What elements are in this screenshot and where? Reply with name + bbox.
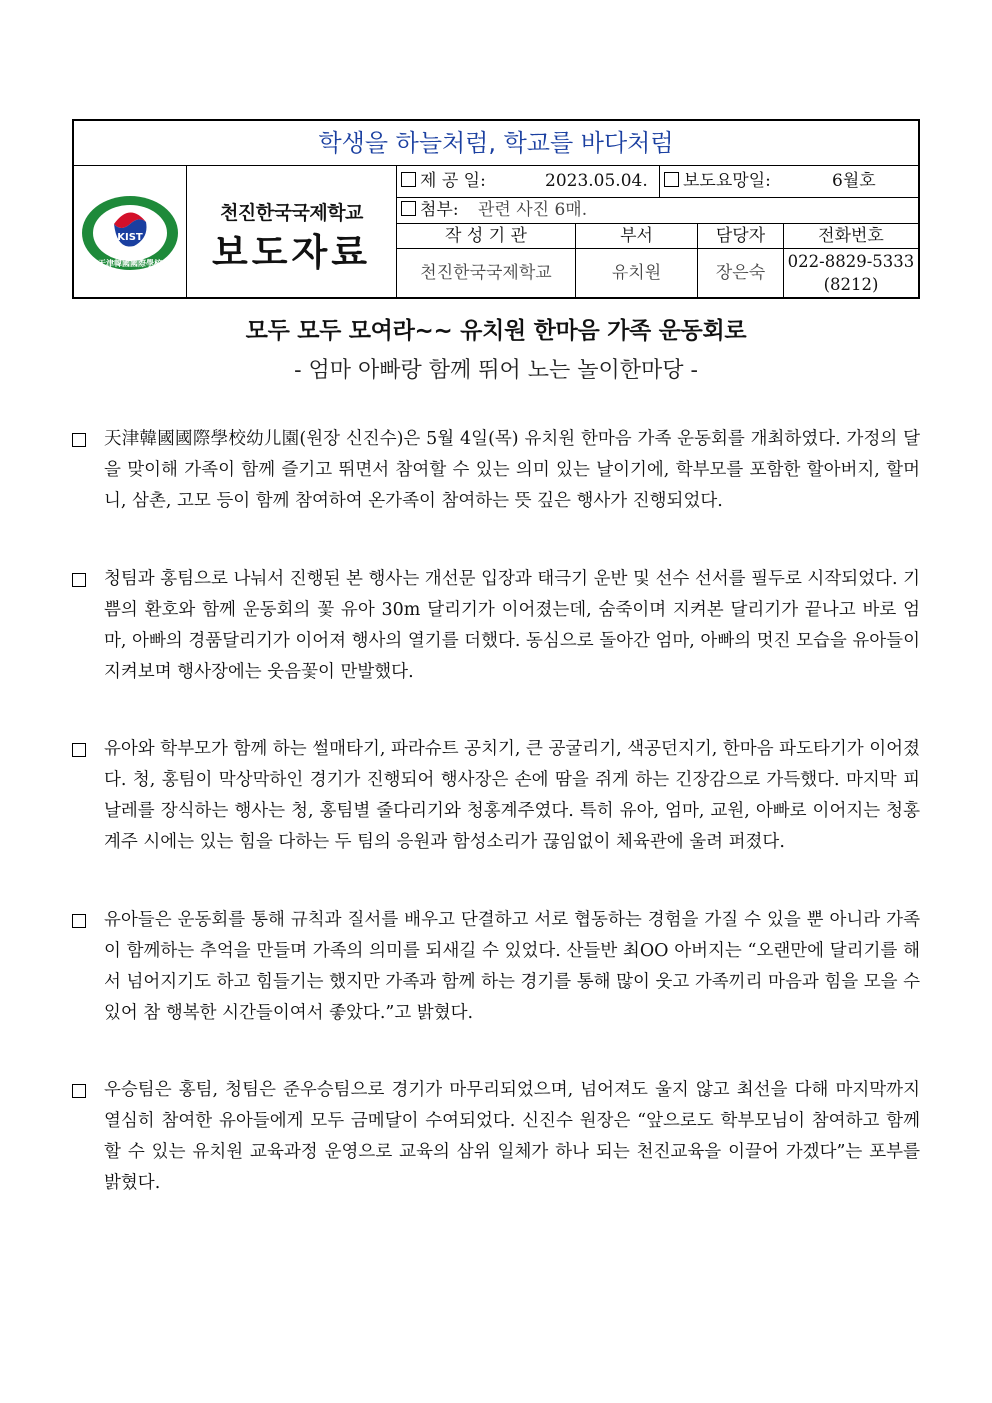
brand-block xyxy=(187,166,397,299)
doc-type-title: 보도자료 xyxy=(212,231,371,274)
attach-cell: 첨부: 관련 사진 6매. xyxy=(397,198,918,223)
school-slogan: 학생을 하늘처럼, 학교를 바다처럼 xyxy=(74,121,918,166)
school-logo xyxy=(74,166,187,299)
issue-date-cell: 제 공 일: 2023.05.04. xyxy=(397,166,659,197)
press-header xyxy=(72,119,920,299)
col-header-contact: 담당자 xyxy=(697,224,783,248)
col-header-phone: 전화번호 xyxy=(783,224,918,248)
attach-value: 관련 사진 6매. xyxy=(477,200,588,220)
article-title: 모두 모두 모여라~~ 유치원 한마음 가족 운동회로 xyxy=(245,318,747,344)
paragraph: 우승팀은 홍팀, 청팀은 준우승팀으로 경기가 마무리되었으며, 넘어져도 울지 않고 최선을 다해 마지막까지 열심히 참여한 유아들에게 모두 금메달이 수여되었다. 신진수 원장은 “앞으로도 학부모님이 참여하고 함께 할 수 있는 유치원 교육과정 운영으로 교육의 삼위 일체가 하나 되는 천진교육을 이끌어 가겠다”는 포부를 밝혔다. xyxy=(72,1075,920,1199)
attach-row xyxy=(397,198,918,224)
phone-extension: (8212) xyxy=(823,275,879,294)
bullet-box-icon xyxy=(72,743,86,757)
checkbox-icon xyxy=(401,201,416,216)
dept-value: 유치원 xyxy=(575,249,697,297)
table-header-row xyxy=(397,224,918,249)
phone-value xyxy=(783,249,918,297)
col-header-dept: 부서 xyxy=(575,224,697,248)
article-subtitle: - 엄마 아빠랑 함께 뛰어 노는 놀이한마당 - xyxy=(294,358,698,383)
paragraph: 유아와 학부모가 함께 하는 썰매타기, 파라슈트 공치기, 큰 공굴리기, 색공던지기, 한마음 파도타기가 이어졌다. 청, 홍팀이 막상막하인 경기가 진행되어 행사장은 손에 땀을 쥐게 하는 긴장감으로 가득했다. 마지막 피날레를 장식하는 행사는 청, 홍팀별 줄다리기와 청홍계주였다. 특히 유아, 엄마, 교원, 아빠로 이어지는 청홍계주 시에는 있는 힘을 다하는 두 팀의 응원과 함성소리가 끊임없이 체육관에 울려 퍼졌다. xyxy=(72,734,920,858)
info-table xyxy=(397,166,918,299)
table-value-row xyxy=(397,249,918,297)
issue-date: 2023.05.04. xyxy=(545,171,648,191)
request-cell: 보도요망일: 6월호 xyxy=(659,166,918,197)
checkbox-icon xyxy=(401,172,416,187)
issue-row xyxy=(397,166,918,198)
request-value: 6월호 xyxy=(832,171,876,191)
checkbox-icon xyxy=(664,172,679,187)
school-name: 천진한국국제학교 xyxy=(220,202,363,224)
phone-number: 022-8829-5333 xyxy=(787,252,915,271)
paragraph: 청팀과 홍팀으로 나눠서 진행된 본 행사는 개선문 입장과 태극기 운반 및 선수 선서를 필두로 시작되었다. 기쁨의 환호와 함께 운동회의 꽃 유아 30m 달리기가 이어졌는데, 숨죽이며 지켜본 달리기가 끝나고 바로 엄마, 아빠의 경품달리기가 이어져 행사의 열기를 더했다. 동심으로 돌아간 엄마, 아빠의 멋진 모습을 유아들이 지켜보며 행사장에는 웃음꽃이 만발했다. xyxy=(72,564,920,688)
col-header-org: 작 성 기 관 xyxy=(445,226,527,246)
bullet-box-icon xyxy=(72,1084,86,1098)
paragraph: 유아들은 운동회를 통해 규칙과 질서를 배우고 단결하고 서로 협동하는 경험을 가질 수 있을 뿐 아니라 가족이 함께하는 추억을 만들며 가족의 의미를 되새길 수 있었다. 산들반 최OO 아버지는 “오랜만에 달리기를 해서 넘어지기도 하고 힘들기는 했지만 가족과 함께 하는 경기를 통해 많이 웃고 가족끼리 마음과 힘을 모을 수 있어 참 행복한 시간들이여서 좋았다.”고 밝혔다. xyxy=(72,905,920,1029)
school-emblem-icon xyxy=(79,194,181,272)
contact-value: 장은숙 xyxy=(697,249,783,297)
bullet-box-icon xyxy=(72,914,86,928)
bullet-box-icon xyxy=(72,433,86,447)
logo-text: KIST xyxy=(117,232,143,243)
logo-chinese-text: 天津韓國國際學校 xyxy=(98,259,162,268)
paragraph: 天津韓國國際學校幼儿園(원장 신진수)은 5월 4일(목) 유치원 한마음 가족 운동회를 개최하였다. 가정의 달을 맞이해 가족이 함께 즐기고 뛰면서 참여할 수 있는 의미 있는 날이기에, 학부모를 포함한 할아버지, 할머니, 삼촌, 고모 등이 함께 참여하여 온가족이 참여하는 뜻 깊은 행사가 진행되었다. xyxy=(72,424,920,517)
bullet-box-icon xyxy=(72,573,86,587)
org-value: 천진한국국제학교 xyxy=(420,263,552,283)
